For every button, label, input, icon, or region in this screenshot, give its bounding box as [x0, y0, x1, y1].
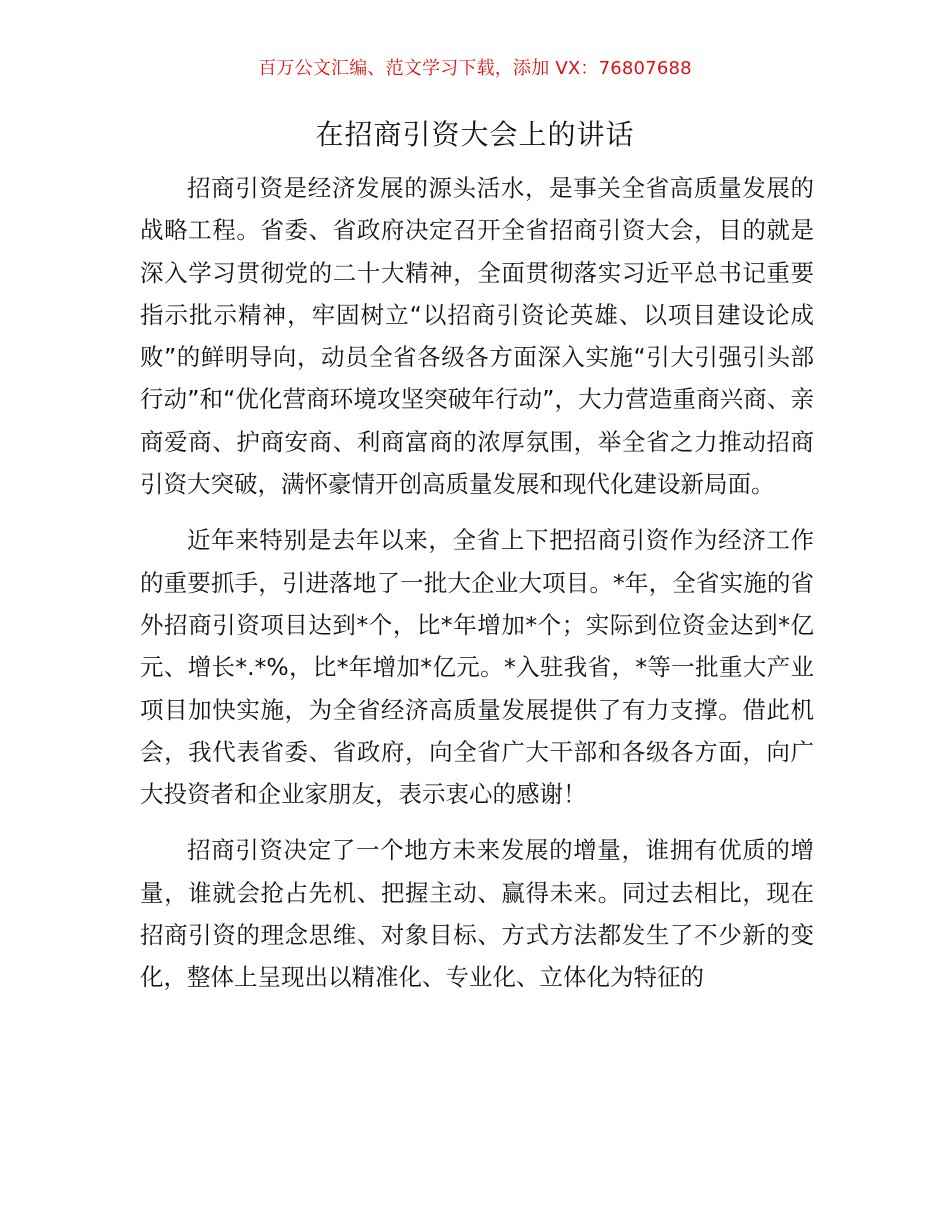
paragraph: 招商引资是经济发展的源头活水，是事关全省高质量发展的战略工程。省委、省政府决定召开全省招商引资大会，目的就是深入学习贯彻党的二十大精神，全面贯彻落实习近平总书记重要指示批示精神，牢固树立“以招商引资论英雄、以项目建设论成败”的鲜明导向，动员全省各级各方面深入实施“引大引强引头部行动”和“优化营商环境攻坚突破年行动”，大力营造重商兴商、亲商爱商、护商安商、利商富商的浓厚氛围，举全省之力推动招商引资大突破，满怀豪情开创高质量发展和现代化建设新局面。	[140, 174, 814, 499]
header-banner: 百万公文汇编、范文学习下载，添加 VX：76807688	[258, 58, 692, 79]
paragraph: 近年来特别是去年以来，全省上下把招商引资作为经济工作的重要抓手，引进落地了一批大企业大项目。*年，全省实施的省外招商引资项目达到*个，比*年增加*个；实际到位资金达到*亿元、增长*.*%，比*年增加*亿元。*入驻我省，*等一批重大产业项目加快实施，为全省经济高质量发展提供了有力支撑。借此机会，我代表省委、省政府，向全省广大干部和各级各方面，向广大投资者和企业家朋友，表示衷心的感谢！	[140, 526, 814, 809]
document-body	[140, 167, 814, 1013]
document-title: 在招商引资大会上的讲话	[315, 118, 635, 151]
paragraph: 招商引资决定了一个地方未来发展的增量，谁拥有优质的增量，谁就会抢占先机、把握主动、赢得未来。同过去相比，现在招商引资的理念思维、对象目标、方式方法都发生了不少新的变化，整体上呈现出以精准化、专业化、立体化为特征的	[140, 836, 814, 992]
